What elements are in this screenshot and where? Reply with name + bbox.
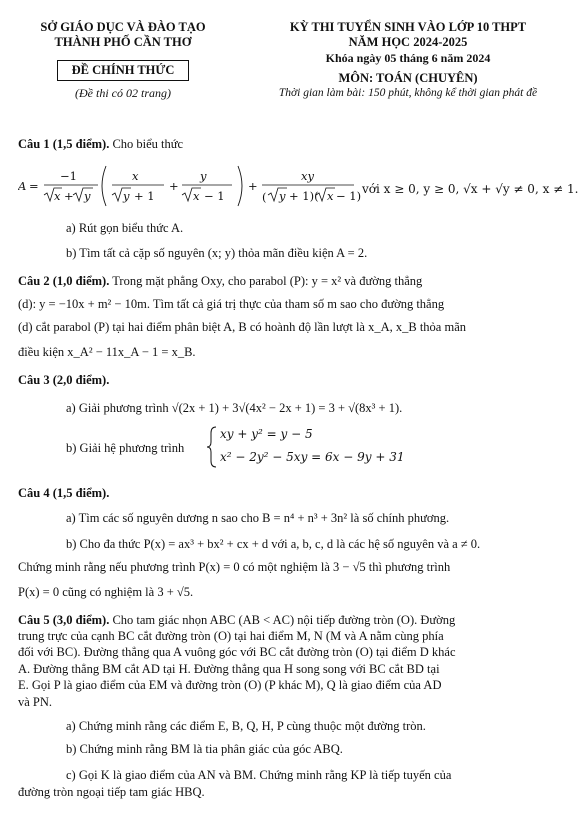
svg-text:+ 1)(: + 1)( <box>289 189 319 203</box>
svg-text:− 1): − 1) <box>336 189 362 203</box>
subject-title: MÔN: TOÁN (CHUYÊN) <box>338 71 478 85</box>
department-name: SỞ GIÁO DỤC VÀ ĐÀO TẠO <box>40 20 206 34</box>
svg-text:x: x <box>54 189 61 203</box>
official-exam-label: ĐỀ CHÍNH THỨC <box>57 60 190 81</box>
pages-note: (Đề thi có 02 trang) <box>75 86 171 100</box>
q5-label: Câu 5 (3,0 điểm). <box>18 613 110 627</box>
q5-part-b: b) Chứng minh rằng BM là tia phân giác của góc ABQ. <box>66 742 343 756</box>
q1-condition: với x ≥ 0, y ≥ 0, √x + √y ≠ 0, x ≠ 1. <box>362 182 579 196</box>
q5-line1 <box>18 612 570 628</box>
q2-line2: (d): y = −10x + m² − 10m. Tìm tất cả giá trị thực của tham số m sao cho đường thẳng <box>18 297 445 311</box>
svg-text:xy: xy <box>301 169 314 183</box>
svg-text:x: x <box>132 169 139 183</box>
q4-part-a: a) Tìm các số nguyên dương n sao cho B = n⁴ + n³ + 3n² là số chính phương. <box>66 511 450 525</box>
q2-text1: Trong mặt phẳng Oxy, cho parabol (P): y = x² và đường thẳng <box>112 274 423 288</box>
q1-intro-line <box>18 136 570 152</box>
q1-part-b: b) Tìm tất cả cặp số nguyên (x; y) thỏa mãn điều kiện A = 2. <box>66 246 368 260</box>
q2-label: Câu 2 (1,0 điểm). <box>18 274 110 288</box>
q5-line6: và PN. <box>18 695 53 709</box>
time-note: Thời gian làm bài: 150 phút, không kể thời gian phát đề <box>278 87 538 99</box>
svg-text:+: + <box>64 189 74 203</box>
svg-text:− 1: − 1 <box>204 189 225 203</box>
header-right <box>238 20 578 99</box>
city-name: THÀNH PHỐ CẦN THƠ <box>54 35 192 49</box>
q4-part-b-line2: Chứng minh rằng nếu phương trình P(x) = 0 có một nghiệm là 3 − √5 thì phương trình <box>18 560 451 574</box>
q4-part-b-line1: b) Cho đa thức P(x) = ax³ + bx² + cx + d với a, b, c, d là các hệ số nguyên và a ≠ 0. <box>66 537 481 551</box>
q3-part-b-intro: b) Giải hệ phương trình <box>66 441 185 455</box>
q1-formula <box>18 160 578 212</box>
svg-text:x: x <box>193 189 200 203</box>
q4-label: Câu 4 (1,5 điểm). <box>18 486 110 500</box>
svg-text:+ 1: + 1 <box>134 189 155 203</box>
q2-line3: (d) cắt parabol (P) tại hai điểm phân biệt A, B có hoành độ lần lượt là x_A, x_B thỏa mãn <box>18 320 467 334</box>
q3-label: Câu 3 (2,0 điểm). <box>18 373 110 387</box>
q1-label: Câu 1 (1,5 điểm). <box>18 137 110 151</box>
svg-text:y: y <box>123 189 130 203</box>
q5-text1: Cho tam giác nhọn ABC (AB < AC) nội tiếp đường tròn (O). Đường <box>112 613 456 627</box>
q5-part-c-line2: đường tròn ngoại tiếp tam giác HBQ. <box>18 785 205 799</box>
q4-part-b-line3: P(x) = 0 cũng có nghiệm là 3 + √5. <box>18 585 194 599</box>
q5-line5: E. Gọi P là giao điểm của EM và đường tròn (O) (P khác M), Q là giao điểm của AD <box>18 678 442 692</box>
q5-line3: đối với BC). Đường thẳng qua A vuông góc với BC cắt đường tròn (O) tại điểm D khác <box>18 645 456 659</box>
q3-system-eq1: xy + y² = y − 5 <box>220 427 313 441</box>
q1-intro: Cho biểu thức <box>112 137 184 151</box>
q5-part-c-line1: c) Gọi K là giao điểm của AN và BM. Chứng minh rằng KP là tiếp tuyến của <box>66 768 452 782</box>
svg-text:+: + <box>169 179 179 193</box>
header-left <box>18 20 228 101</box>
q2-line4: điều kiện x_A² − 11x_A − 1 = x_B. <box>18 345 196 359</box>
svg-text:y: y <box>279 189 286 203</box>
svg-text:+: + <box>248 179 258 193</box>
q5-line4: A. Đường thẳng BM cắt AD tại H. Đường thẳng qua H song song với BC cắt BD tại <box>18 662 440 676</box>
q1-part-a: a) Rút gọn biểu thức A. <box>66 221 184 235</box>
system-brace <box>206 426 218 468</box>
q5-part-a: a) Chứng minh rằng các điểm E, B, Q, H, P cùng thuộc một đường tròn. <box>66 719 426 733</box>
svg-text:y: y <box>200 169 207 183</box>
q3-part-a: a) Giải phương trình √(2x + 1) + 3√(4x² − 2x + 1) = 3 + √(8x³ + 1). <box>66 401 403 415</box>
exam-date: Khóa ngày 05 tháng 6 năm 2024 <box>325 51 491 65</box>
exam-title: KỲ THI TUYỂN SINH VÀO LỚP 10 THPT <box>289 20 527 34</box>
q3-system-eq2: x² − 2y² − 5xy = 6x − 9y + 31 <box>220 450 405 464</box>
svg-text:A: A <box>18 179 27 193</box>
svg-text:x: x <box>327 189 334 203</box>
svg-text:y: y <box>84 189 91 203</box>
svg-text:(: ( <box>262 190 267 204</box>
q2-line1 <box>18 273 570 289</box>
svg-text:−1: −1 <box>60 169 77 183</box>
school-year: NĂM HỌC 2024-2025 <box>348 35 468 49</box>
svg-text:=: = <box>29 179 39 193</box>
q5-line2: trung trực của cạnh BC cắt đường tròn (O) tại hai điểm M, N (M và A nằm cùng phía <box>18 629 444 643</box>
